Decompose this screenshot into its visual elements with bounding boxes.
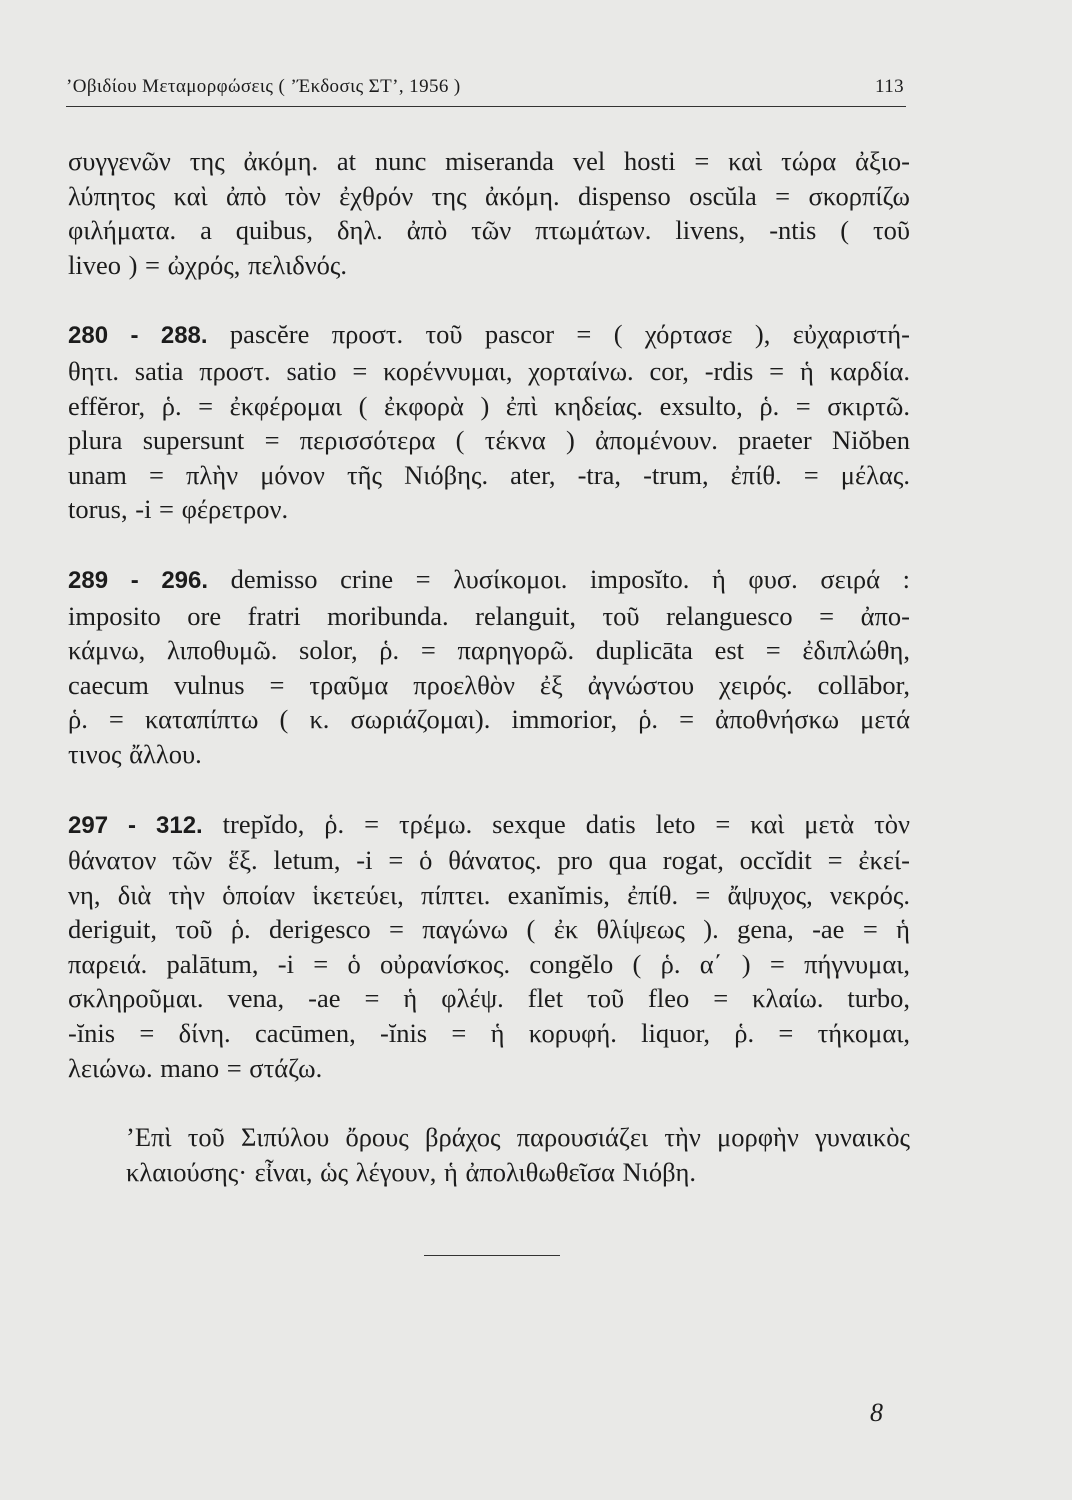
section-289-296 xyxy=(68,562,910,772)
text-line: κάμνω, λιποθυμῶ. solor, ῥ. = παρηγορῶ. duplicāta est = ἐδιπλώθη, xyxy=(68,635,910,666)
text-line: torus, -i = φέρετρον. xyxy=(68,494,289,525)
closing-note xyxy=(68,1120,910,1189)
text-line: παρειά. palātum, -i = ὁ οὐρανίσκος. congĕlo ( ῥ. α΄ ) = πήγνυμαι, xyxy=(68,948,910,979)
section-number: 289 - 296. xyxy=(68,566,209,594)
text-line: λειώνω. mano = στάζω. xyxy=(68,1052,323,1083)
commentary-body xyxy=(68,144,910,1189)
header-title: ’Οβιδίου Μεταμορφώσεις ( ’Έκδοσις ΣΤ’, 1956 ) xyxy=(66,76,461,97)
running-header xyxy=(66,74,906,107)
section-number: 297 - 312. xyxy=(68,811,203,839)
page-number: 113 xyxy=(875,76,904,97)
text-line: σκληροῦμαι. vena, -ae = ἡ φλέψ. flet τοῦ fleo = κλαίω. turbo, xyxy=(68,983,910,1014)
text-line: θητι. satia προστ. satio = κορέννυμαι, χορταίνω. cor, -rdis = ἡ καρδία. xyxy=(68,355,910,386)
text-line: κλαιούσης· εἶναι, ὡς λέγουν, ἡ ἀπολιθωθεῖσα Νιόβη. xyxy=(126,1156,697,1187)
text-line: τινος ἄλλου. xyxy=(68,738,202,769)
section-number: 280 - 288. xyxy=(68,322,208,350)
end-divider xyxy=(424,1255,560,1256)
text-line: λύπητος καὶ ἀπὸ τὸν ἐχθρόν της ἀκόμη. dispenso oscŭla = σκορπίζω xyxy=(68,180,910,211)
section-297-312 xyxy=(68,807,910,1086)
text-line: effĕror, ῥ. = ἐκφέρομαι ( ἐκφορὰ ) ἐπὶ κηδείας. exsulto, ῥ. = σκιρτῶ. xyxy=(68,390,910,421)
section-280-288 xyxy=(68,317,910,527)
text-line: imposito ore fratri moribunda. relanguit, τοῦ relanguesco = ἀπο- xyxy=(68,600,910,631)
section-first-line: demisso crine = λυσίκομοι. imposĭto. ἡ φυσ. σειρά : xyxy=(208,563,910,594)
text-line: θάνατον τῶν ἕξ. letum, -i = ὁ θάνατος. pro qua rogat, occĭdit = ἐκεί- xyxy=(68,845,910,876)
text-line: ῥ. = καταπίπτω ( κ. σωριάζομαι). immorior, ῥ. = ἀποθνήσκω μετά xyxy=(68,704,910,735)
text-line: liveo ) = ὠχρός, πελιδνός. xyxy=(68,249,348,280)
paragraph-continuation xyxy=(68,144,910,282)
signature-mark: 8 xyxy=(870,1398,883,1427)
section-first-line: trepĭdo, ῥ. = τρέμω. sexque datis leto = καὶ μετὰ τὸν xyxy=(202,808,910,839)
text-line: caecum vulnus = τραῦμα προελθὸν ἐξ ἀγνώστου χειρός. collābor, xyxy=(68,669,910,700)
text-line: unam = πλὴν μόνον τῆς Νιόβης. ater, -tra, -trum, ἐπίθ. = μέλας. xyxy=(68,459,910,490)
text-line: φιλήματα. a quibus, δηλ. ἀπὸ τῶν πτωμάτων. livens, -ntis ( τοῦ xyxy=(68,215,910,246)
text-line: συγγενῶν της ἀκόμη. at nunc miseranda vel hosti = καὶ τώρα ἀξιο- xyxy=(68,146,910,176)
text-line: ’Επὶ τοῦ Σιπύλου ὄρους βράχος παρουσιάζει τὴν μορφὴν γυναικὸς xyxy=(126,1122,910,1153)
text-line: νη, διὰ τὴν ὁποίαν ἱκετεύει, πίπτει. exanĭmis, ἐπίθ. = ἄψυχος, νεκρός. xyxy=(68,879,910,910)
text-line xyxy=(68,807,910,844)
text-line xyxy=(68,317,910,354)
text-line xyxy=(68,562,910,599)
text-line: deriguit, τοῦ ῥ. derigesco = παγώνω ( ἐκ θλίψεως ). gena, -ae = ἡ xyxy=(68,914,910,945)
section-first-line: pascĕre προστ. τοῦ pascor = ( χόρτασε ), εὐχαριστή- xyxy=(207,319,910,350)
text-line: -ĭnis = δίνη. cacūmen, -ĭnis = ἡ κορυφή. liquor, ῥ. = τήκομαι, xyxy=(68,1018,910,1049)
text-line: plura supersunt = περισσότερα ( τέκνα ) ἀπομένουν. praeter Niŏben xyxy=(68,425,910,456)
